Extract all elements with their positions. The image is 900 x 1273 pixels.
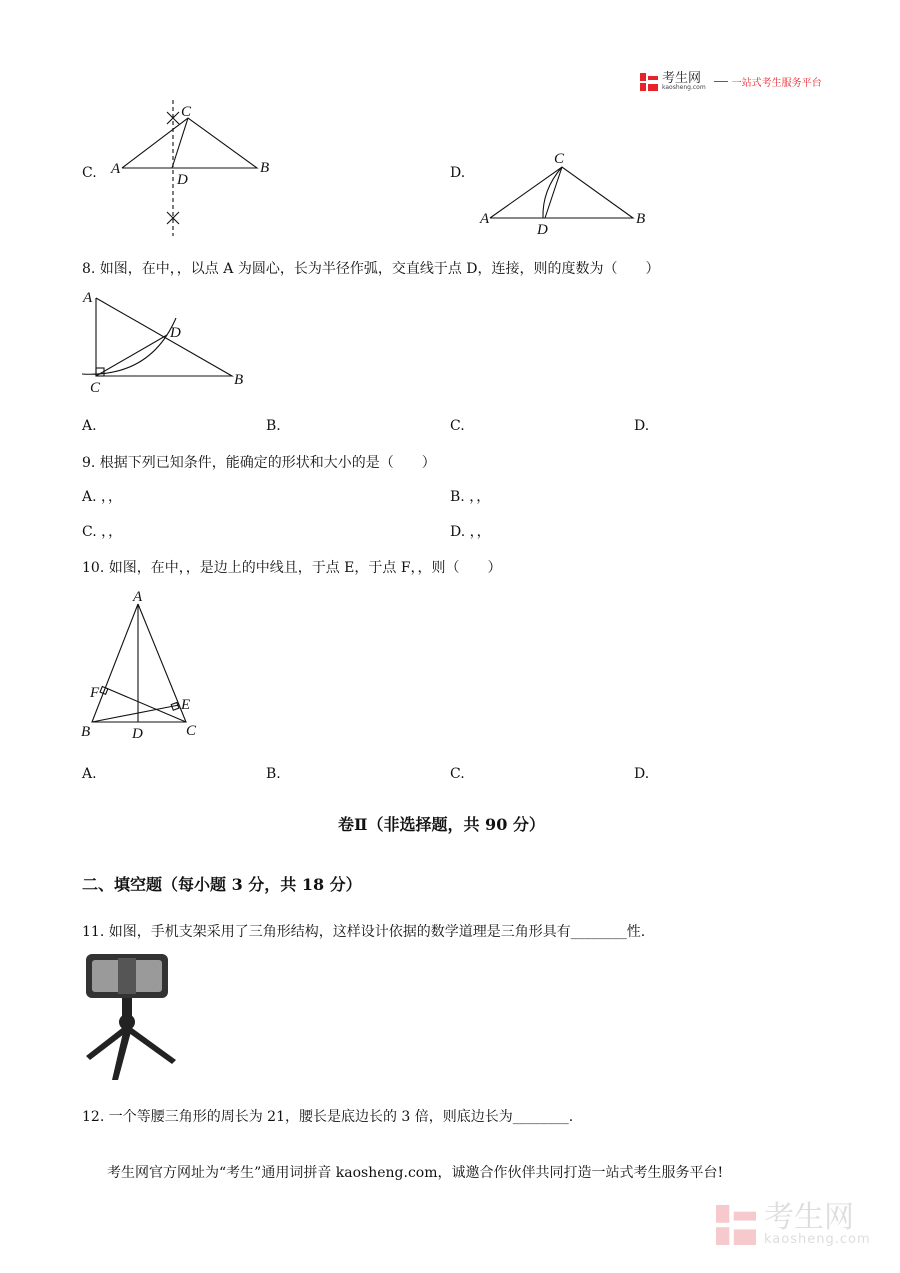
q7-option-c: C. [82,165,97,181]
label: F [90,685,100,701]
label: B [636,211,646,227]
q9-stem: 9. 根据下列已知条件，能确定的形状和大小的是（ ） [82,455,436,471]
figure-q7-d [479,151,645,238]
q8-option-c: C. [450,418,465,434]
q8-option-b: B. [266,418,281,434]
footer-text: 考生网官方网址为“考生”通用词拼音 kaosheng.com，诚邀合作伙伴共同打造一站式考生服务平台! [107,1165,724,1181]
q9-option-c: C. ，， [82,524,123,540]
section-title: 卷Ⅱ（非选择题，共 90 分） [338,815,545,834]
kaosheng-watermark-icon [716,1205,756,1245]
q8-option-a: A. [82,418,97,434]
q8-stem: 8. 如图，在中，，以点 A 为圆心，长为半径作弧，交直线于点 D，连接，则的度数为（ ） [82,261,660,277]
figure-q7-c [110,100,269,236]
label: D [537,222,548,238]
label: C [554,151,565,167]
label: D [170,325,181,341]
watermark [716,1200,871,1247]
logo-domain: kaosheng.com [662,84,706,91]
header-slogan: 一站式考生服务平台 [731,78,822,89]
q9-option-d: D. ，， [450,524,491,540]
q9-option-a: A. ，， [82,489,123,505]
logo-name: 考生网 [662,71,702,86]
label: B [81,724,91,740]
q10-stem: 10. 如图，在中，，是边上的中线且，于点 E，于点 F，，则（ ） [82,560,502,576]
label: A [133,589,143,605]
label: A [111,161,121,177]
phone-stand-image [86,954,176,1080]
label: B [260,160,270,176]
q12-stem: 12. 一个等腰三角形的周长为 21，腰长是底边长的 3 倍，则底边长为________. [82,1109,574,1125]
figure-q8 [82,290,243,396]
watermark-name: 考生网 [764,1200,854,1235]
label: D [177,172,188,188]
label: A [480,211,490,227]
watermark-domain: kaosheng.com [764,1232,871,1247]
label: A [83,290,93,306]
q8-option-d: D. [634,418,650,434]
q7-option-d: D. [450,165,466,181]
q9-option-b: B. ，， [450,489,491,505]
label: D [132,726,143,742]
label: C [186,723,197,739]
q11-stem: 11. 如图，手机支架采用了三角形结构，这样设计依据的数学道理是三角形具有________性. [82,924,646,940]
label: E [181,697,191,713]
label: C [90,380,101,396]
label: C [181,104,192,120]
q10-option-c: C. [450,766,465,782]
q10-option-b: B. [266,766,281,782]
figure-q10 [81,589,197,742]
label: B [234,372,244,388]
q10-option-a: A. [82,766,97,782]
part-title: 二、填空题（每小题 3 分，共 18 分） [82,875,362,894]
q10-option-d: D. [634,766,650,782]
